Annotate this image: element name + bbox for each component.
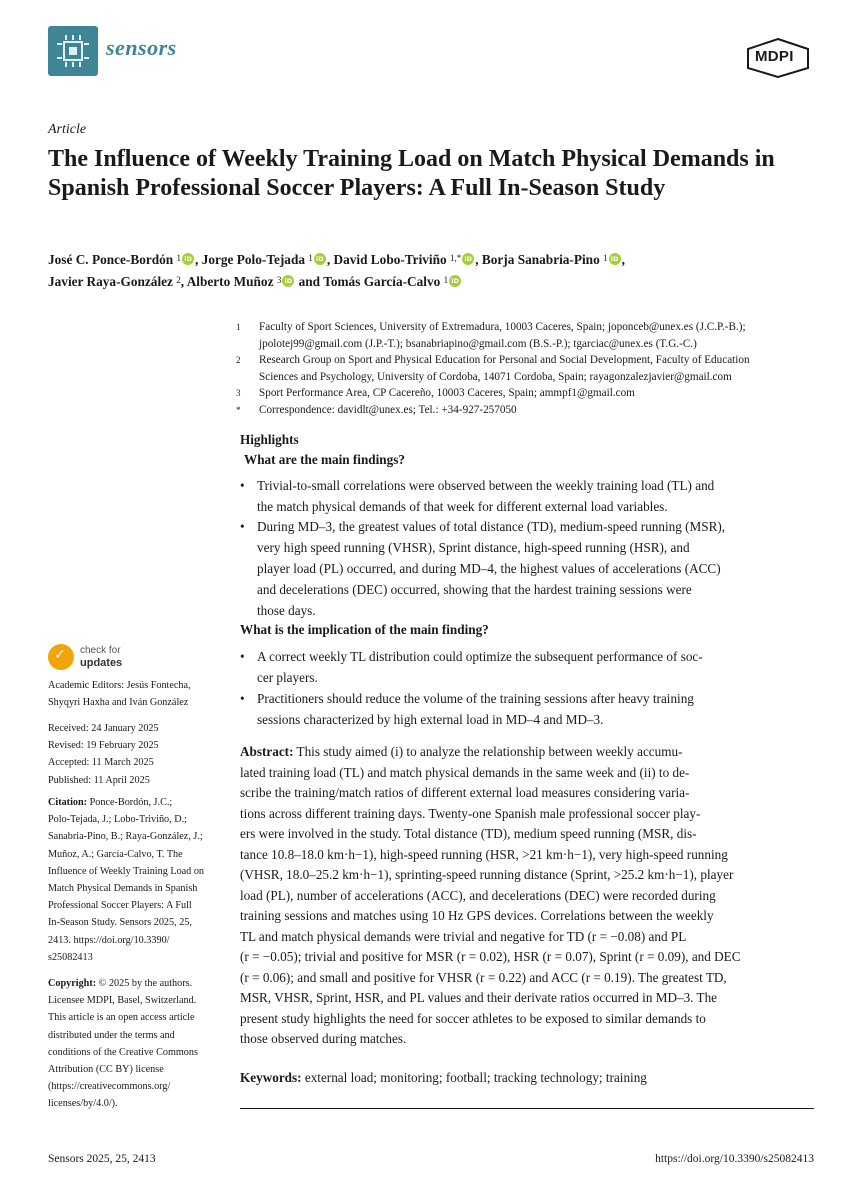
bullet-line: the match physical demands of that week for different external load variables. bbox=[257, 499, 668, 514]
license-link[interactable]: (https://creativecommons.org/ bbox=[48, 1081, 171, 1093]
check-updates-line2: updates bbox=[80, 657, 123, 669]
highlights-title: Highlights bbox=[240, 432, 299, 447]
abstract-line: ers were involved in the study. Total distance (TD), medium speed running (MSR, dis- bbox=[240, 826, 697, 841]
revised-date: Revised: 19 February 2025 bbox=[48, 740, 159, 752]
author-connector: and bbox=[298, 274, 321, 289]
bullet-line: sessions characterized by high external load in MD–4 and MD–3. bbox=[257, 712, 604, 727]
author-name[interactable]: Tomás García-Calvo bbox=[323, 274, 441, 289]
orcid-icon[interactable] bbox=[182, 253, 194, 265]
copyright-line: Attribution (CC BY) license bbox=[48, 1064, 164, 1076]
bullet-line: • Practitioners should reduce the volume of the training sessions after heavy training bbox=[257, 691, 694, 706]
editors-line: Academic Editors: Jesús Fontecha, bbox=[48, 680, 191, 691]
affiliation-mark: 2 bbox=[236, 355, 241, 365]
abstract-text: This study aimed (i) to analyze the relationship between weekly accumu- bbox=[293, 744, 683, 759]
publisher-logo[interactable] bbox=[746, 38, 810, 78]
received-date: Received: 24 January 2025 bbox=[48, 723, 159, 734]
author-mark: 2 bbox=[176, 275, 181, 285]
footer-doi-link[interactable]: https://doi.org/10.3390/s25082413 bbox=[655, 1153, 814, 1165]
citation-line: Match Physical Demands in Spanish bbox=[48, 883, 198, 895]
abstract-line: lated training load (TL) and match physical demands in the same week and (ii) to de- bbox=[240, 764, 690, 780]
orcid-icon[interactable] bbox=[462, 253, 474, 265]
author-name[interactable]: Jorge Polo-Tejada bbox=[201, 252, 305, 267]
author-name[interactable]: Borja Sanabria-Pino bbox=[481, 252, 600, 267]
divider bbox=[240, 1108, 814, 1109]
implications-heading: What is the implication of the main finding? bbox=[240, 622, 489, 637]
author-mark: 1 bbox=[308, 253, 313, 263]
abstract-line: those observed during matches. bbox=[240, 1031, 407, 1046]
author-name[interactable]: David Lobo-Triviño bbox=[333, 252, 447, 267]
abstract-line bbox=[240, 742, 814, 763]
bullet-line: and decelerations (DEC) occurred, showing that the hardest training sessions were bbox=[257, 582, 692, 597]
affiliation-line: Research Group on Sport and Physical Education for Personal and Social Development, Faculty of Education bbox=[259, 354, 750, 366]
bullet-line: • Trivial-to-small correlations were observed between the weekly training load (TL) and bbox=[257, 478, 715, 493]
affiliation-line: Faculty of Sport Sciences, University of Extremadura, 10003 Caceres, Spain; joponceb@unex.es (J.C.P.-B.); bbox=[259, 321, 746, 333]
bullet-line: player load (PL) occurred, and during MD–4, the highest values of accelerations (ACC) bbox=[257, 561, 721, 576]
keywords-text: external load; monitoring; football; tracking technology; training bbox=[301, 1070, 647, 1085]
author-name[interactable]: Javier Raya-González bbox=[48, 274, 173, 289]
chip-pin-bottom bbox=[65, 62, 81, 67]
orcid-icon[interactable] bbox=[609, 253, 621, 265]
article-title: The Influence of Weekly Training Load on Match Physical Demands in Spanish Professional Soccer Players: A Full In-Season Study bbox=[48, 146, 775, 201]
abstract-line: (r = −0.05); trivial and positive for MSR (r = 0.02), HSR (r = 0.07), Sprint (r = 0.09), and DEC bbox=[240, 949, 741, 964]
copyright-line: © 2025 by the authors. bbox=[96, 978, 193, 989]
orcid-icon[interactable] bbox=[314, 253, 326, 265]
implication-item bbox=[240, 688, 814, 730]
author-mark: 1 bbox=[443, 275, 449, 285]
citation-label: Citation: bbox=[48, 797, 88, 808]
affiliation-mark: 1 bbox=[236, 322, 241, 332]
bullet-line: • A correct weekly TL distribution could optimize the subsequent performance of soc- bbox=[257, 649, 703, 664]
published-date: Published: 11 April 2025 bbox=[48, 774, 150, 786]
abstract-line: TL and match physical demands were trivial and negative for TD (r = −0.08) and PL bbox=[240, 928, 687, 944]
accepted-date: Accepted: 11 March 2025 bbox=[48, 757, 154, 769]
affiliation-line: Sport Performance Area, CP Cacereño, 10003 Caceres, Spain; ammpf1@gmail.com bbox=[259, 387, 635, 399]
abstract-line: training sessions and matches using 10 Hz GPS devices. Correlations between the weekly bbox=[240, 908, 714, 923]
article-type: Article bbox=[48, 122, 87, 137]
copyright-line: distributed under the terms and bbox=[48, 1029, 175, 1041]
abstract-line: (r = 0.06); and small and positive for VHSR (r = 0.22) and ACC (r = 0.19). The greatest TD, bbox=[240, 969, 727, 985]
citation-doi-link[interactable]: s25082413 bbox=[48, 951, 93, 963]
publication-dates bbox=[48, 720, 223, 789]
check-updates-icon bbox=[48, 644, 74, 670]
citation-line: Muñoz, A.; García-Calvo, T. The bbox=[48, 848, 183, 860]
author-line-2: Javier Raya-González $^2$, Alberto Muñoz $^3$iD and Tomás García-Calvo $^1$iD bbox=[48, 271, 808, 293]
journal-logo bbox=[48, 26, 98, 76]
findings-heading: What are the main findings? bbox=[244, 452, 405, 467]
author-mark: 1,* bbox=[449, 253, 462, 263]
citation-line: Polo-Tejada, J.; Lobo-Triviño, D.; bbox=[48, 814, 187, 826]
affiliation-mark: 3 bbox=[236, 388, 241, 398]
implication-item bbox=[240, 646, 814, 688]
author-mark: 1 bbox=[603, 253, 608, 263]
abstract-line: tance 10.8–18.0 km·h−1), high-speed running (HSR, >21 km·h−1), very high-speed running bbox=[240, 846, 728, 862]
chip-pin-top bbox=[65, 35, 81, 40]
bullet-line: cer players. bbox=[257, 670, 318, 685]
author-mark: 1 bbox=[176, 253, 182, 263]
bullet-line: those days. bbox=[257, 603, 316, 618]
author-name[interactable]: Alberto Muñoz bbox=[186, 274, 274, 289]
copyright bbox=[48, 975, 223, 1113]
chip-icon bbox=[63, 41, 83, 61]
affiliation-line: Sciences and Psychology, University of Cordoba, 14071 Cordoba, Spain; rayagonzalezjavier@gmail.com bbox=[259, 370, 732, 383]
citation-line: In-Season Study. Sensors 2025, 25, bbox=[48, 917, 192, 929]
author-list bbox=[48, 249, 808, 293]
affiliation-line: Correspondence: davidlt@unex.es; Tel.: +34-927-257050 bbox=[259, 403, 517, 416]
citation-doi-link[interactable]: 2413. https://doi.org/10.3390/ bbox=[48, 934, 170, 946]
author-line-1: José C. Ponce-Bordón $^1$iD , Jorge Polo-Tejada $^1$iD , David Lobo-Triviño $^{1,*}$iD , Borja Sanabria-Pino $^1$iD , bbox=[48, 249, 808, 271]
keywords-label: Keywords: bbox=[240, 1070, 302, 1085]
bullet-line: • During MD–3, the greatest values of total distance (TD), medium-speed running (MSR), bbox=[257, 519, 726, 534]
bullet-line: very high speed running (VHSR), Sprint distance, high-speed running (HSR), and bbox=[257, 540, 690, 555]
chip-pin-right bbox=[84, 43, 89, 59]
finding-item bbox=[240, 516, 814, 621]
orcid-icon[interactable] bbox=[282, 275, 294, 287]
abstract-line: load (PL), number of accelerations (ACC), and decelerations (DEC) were recorded during bbox=[240, 887, 716, 903]
abstract-label: Abstract: bbox=[240, 744, 294, 759]
citation-line: Professional Soccer Players: A Full bbox=[48, 900, 192, 912]
check-for-updates-badge[interactable] bbox=[48, 642, 158, 672]
citation bbox=[48, 794, 223, 966]
abstract bbox=[240, 742, 814, 1050]
editors-line: Shyqyri Haxha and Iván González bbox=[48, 697, 189, 709]
affiliations bbox=[0, 319, 855, 419]
abstract-line: (VHSR, 18.0–25.2 km·h−1), sprinting-speed running distance (Sprint, >25.2 km·h−1), player bbox=[240, 867, 734, 882]
affiliation-line: jpolotej99@gmail.com (J.P.-T.); bsanabriapino@gmail.com (B.S.-P.); tgarciac@unex.es (T.G.-C.) bbox=[259, 337, 697, 350]
citation-line: Influence of Weekly Training Load on bbox=[48, 865, 205, 877]
abstract-line: present study highlights the need for soccer athletes to be exposed to similar demands to bbox=[240, 1010, 706, 1026]
publisher-name: MDPI bbox=[755, 48, 794, 65]
copyright-line: This article is an open access article bbox=[48, 1012, 195, 1024]
citation-line: Ponce-Bordón, J.C.; bbox=[87, 797, 173, 808]
footer-citation: Sensors 2025, 25, 2413 bbox=[48, 1153, 156, 1165]
chip-pin-left bbox=[57, 43, 62, 59]
orcid-icon[interactable] bbox=[449, 275, 461, 287]
copyright-line: Licensee MDPI, Basel, Switzerland. bbox=[48, 995, 197, 1007]
affiliation-mark: * bbox=[236, 404, 241, 415]
license-link[interactable]: licenses/by/4.0/). bbox=[48, 1098, 118, 1110]
copyright-label: Copyright: bbox=[48, 978, 97, 989]
copyright-line: conditions of the Creative Commons bbox=[48, 1046, 198, 1058]
academic-editors bbox=[48, 677, 223, 711]
author-mark: 3 bbox=[276, 275, 282, 285]
author-name[interactable]: José C. Ponce-Bordón bbox=[48, 252, 174, 267]
keywords bbox=[240, 1070, 814, 1086]
abstract-line: scribe the training/match ratios of different external load measures considering varia- bbox=[240, 785, 690, 800]
abstract-line: tions across different training days. Twenty-one Spanish male professional soccer play- bbox=[240, 805, 701, 821]
check-updates-line1: check for bbox=[80, 645, 121, 656]
journal-name[interactable]: sensors bbox=[106, 35, 177, 60]
finding-item bbox=[240, 475, 814, 517]
abstract-line: MSR, VHSR, Sprint, HSR, and PL values and their derivate ratios occurred in MD–3. The bbox=[240, 990, 718, 1005]
citation-line: Sanabria-Pino, B.; Raya-González, J.; bbox=[48, 831, 203, 843]
